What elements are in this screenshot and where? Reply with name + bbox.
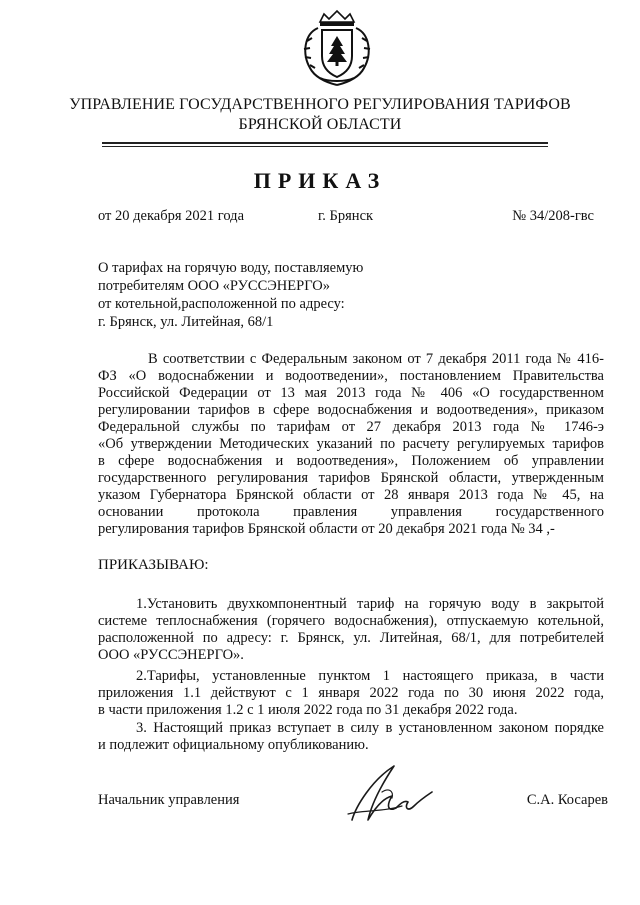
organization-name-line2: БРЯНСКОЙ ОБЛАСТИ bbox=[238, 116, 402, 133]
preamble-line: ФЗ «О водоснабжении и водоотведении», постановлением Правительства bbox=[98, 368, 604, 384]
item-3-line: 3. Настоящий приказ вступает в силу в установленном законом порядке bbox=[136, 720, 604, 736]
item-2-line: приложения 1.1 действуют с 1 января 2022 года по 30 июня 2022 года, bbox=[98, 685, 604, 701]
document-number: № 34/208-гвс bbox=[512, 208, 594, 224]
preamble-line: Российской Федерации от 13 мая 2013 года № 406 «О государственном bbox=[98, 385, 604, 401]
preamble-line: В соответствии с Федеральным законом от 7 декабря 2011 года № 416- bbox=[148, 351, 604, 367]
document-city: г. Брянск bbox=[318, 208, 374, 224]
preamble-line: указом Губернатора Брянской области от 28 января 2013 года № 45, на bbox=[98, 487, 604, 503]
item-2-line: 2.Тарифы, установленные пунктом 1 настоящего приказа, в части bbox=[136, 668, 604, 684]
item-1-line: расположенной по адресу: г. Брянск, ул. Литейная, 68/1, для потребителей bbox=[98, 630, 604, 646]
subject-line: потребителям ООО «РУССЭНЕРГО» bbox=[98, 278, 330, 294]
organization-name-line1: УПРАВЛЕНИЕ ГОСУДАРСТВЕННОГО РЕГУЛИРОВАНИЯ ТАРИФОВ bbox=[69, 96, 571, 113]
document-title: ПРИКАЗ bbox=[253, 168, 387, 193]
preamble-line: «Об утверждении Методических указаний по расчету регулируемых тарифов bbox=[98, 436, 604, 452]
preamble-line: Федеральной службы по тарифам от 27 декабря 2013 года № 1746-э bbox=[98, 419, 604, 435]
header-rule-thin bbox=[102, 146, 548, 147]
item-3-line: и подлежит официальному опубликованию. bbox=[98, 737, 369, 753]
item-2-line: в части приложения 1.2 с 1 июля 2022 года по 31 декабря 2022 года. bbox=[98, 702, 518, 718]
preamble-line: регулирования тарифов Брянской области от 20 декабря 2021 года № 34 ,- bbox=[98, 521, 555, 537]
subject-line: г. Брянск, ул. Литейная, 68/1 bbox=[98, 314, 274, 330]
order-word: ПРИКАЗЫВАЮ: bbox=[98, 557, 209, 573]
subject-line: О тарифах на горячую воду, поставляемую bbox=[98, 260, 364, 276]
handwritten-signature bbox=[342, 762, 434, 826]
preamble-line: регулировании тарифов в сфере водоснабжения и водоотведения», приказом bbox=[98, 402, 604, 418]
signatory-name: С.А. Косарев bbox=[526, 792, 608, 808]
item-1-line: системе теплоснабжения (горячего водоснабжения), отпускаемую котельной, bbox=[98, 613, 604, 629]
preamble-line: основании протокола правления управления государственного bbox=[98, 504, 604, 520]
preamble-line: государственного регулирования тарифов Брянской области, утвержденным bbox=[98, 470, 604, 486]
subject-line: от котельной,расположенной по адресу: bbox=[98, 296, 345, 312]
signatory-position: Начальник управления bbox=[98, 792, 240, 808]
item-1-line: 1.Установить двухкомпонентный тариф на горячую воду в закрытой bbox=[136, 596, 604, 612]
header-rule-thick bbox=[102, 142, 548, 144]
coat-of-arms-icon bbox=[298, 8, 376, 88]
preamble-line: в сфере водоснабжения и водоотведения», Положением об управлении bbox=[98, 453, 604, 469]
item-1-line: ООО «РУССЭНЕРГО». bbox=[98, 647, 244, 663]
document-date: от 20 декабря 2021 года bbox=[98, 208, 244, 224]
